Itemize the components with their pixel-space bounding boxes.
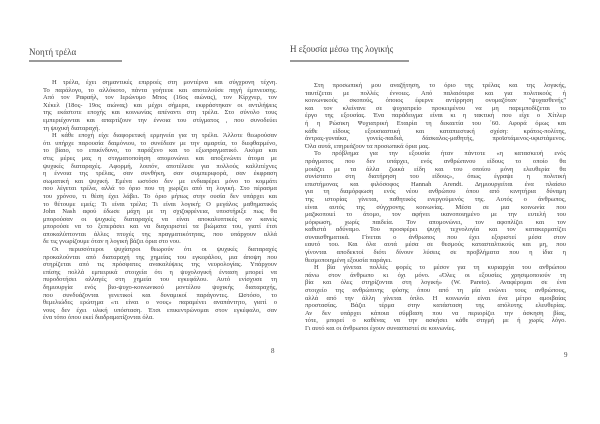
text-line: John Nash αφού έδωσε μάχη με τη σχιζοφρένεια, υποστήριξε πως θα — [43, 208, 277, 216]
text-line: Από τον Ραφαήλ, τον Ιερώνυμο Μπος (16ος αιώνας), τον Κίρχνερ, τον — [43, 94, 277, 102]
text-line: Το παράλογο, το αλλόκοτο, πάντα γοήτευε και αποτελούσε πηγή έμπνευσης. — [43, 86, 277, 94]
text-line: προκαλούνται από διαταραχή της χημείας του εγκεφάλου, μια άποψη που — [43, 253, 277, 261]
text-line: νους δεν έχει υλική υπόσταση. Έτσι επικεντρώνομαι στον εγκέφαλο, σαν — [43, 306, 277, 314]
text-line: Γι αυτό και οι άνθρωποι έχουν συνασπιστεί σε κοινωνίες. — [305, 325, 456, 332]
text-line: καθιστά αδύναμο. Του προσφέρει ψυχή τεχνολογία και τον κατακερματίζει — [305, 226, 566, 234]
text-line: κάθε είδους εξουσιαστική και καταπιεστική σχέση: κράτος-πολίτης, — [305, 127, 566, 135]
text-line: γίνονται αποδεκτοί διότι δίνουν λύσεις σε προβλήματα που η ίδια η — [305, 249, 566, 257]
text-line: που συνδυάζονται γενετικοί και δυναμικοί παράγοντες. Ωστόσο, το — [43, 291, 277, 299]
paragraph — [43, 246, 277, 322]
text-line: τη ψυχική διαταραχή. — [43, 124, 101, 132]
text-line: της εκάστοτε εποχής και κοινωνίας απέναντι στη τρέλα. Στο σύνολο τους — [43, 109, 277, 117]
text-line: και τον κλείνανε σε ψυχιατρείο προκειμένου να μη παρεμποδίζεται το — [305, 104, 566, 112]
text-line: ότι υπήρχε παρουσία δαιμόνιου, το συνέδεαν με την αμαρτία, το διεφθαρμένο, — [43, 139, 277, 147]
paragraph — [305, 82, 566, 150]
text-line: Αν δεν υπάρχει κάποια σύμβαση που να περιορίζει την άσκηση βίας, — [305, 309, 566, 317]
text-line: πράγματος που δεν υπάρχει, ενός ανθρώπινου είδους το οποίο θα — [305, 157, 566, 165]
text-line: συνίστατο στη διατήρηση του είδους», όπως έγραψε η πολιτική — [305, 173, 566, 181]
text-line: η έννοια της τρέλας, σαν συνθήκη, σαν συμπεριφορά, σαν έκφραση — [43, 170, 277, 178]
text-line: κοινωνικούς σκοπούς, όποιος έφερνε αντίρρηση ονομαζόταν "ψυχασθενής" — [305, 97, 566, 105]
text-line: μόρφωση, χωρίς παιδεία. Τον απομονώνει, τον αφοπλίζει και τον — [305, 218, 566, 226]
text-line: ταυτίζεται με πολλές έννοιες. Από παλαιότερα και για πολιτικούς ή — [305, 89, 566, 97]
text-line: συναισθηματικά. Γίνεται ο άνθρωπος που έχει εξοριστεί μέσα στον — [305, 233, 566, 241]
text-line: άντρας-γυναίκα, γονείς-παιδιά, δάσκαλος-μαθητής, προϊστάμενος-υφιστάμενος. — [305, 135, 566, 143]
text-line: εμπεριέχονται και απαρτίζουν την έννοια του στίγματος , που συνοδεύει — [43, 116, 277, 124]
text-line: μοιάζει με τα άλλα ζωικά είδη και του οποίου μόνη ελευθερία θα — [305, 165, 566, 173]
text-line: μαζικοποιεί το άτομο, τον αφήνει ικανοποιημένο με την ευτελή του — [305, 211, 566, 219]
text-line: το θέτουμε εμείς; Τι είναι τρέλα; Τι είναι λογική; Ο μεγάλος μαθηματικός — [43, 200, 277, 208]
text-line: αποκαλύπτονται άλλες πτυχές της πραγματικότητας, που υπάρχουν αλλά — [43, 230, 277, 238]
page-number: 9 — [564, 351, 568, 359]
body-text — [43, 79, 277, 322]
text-line: προστασίας. Βάζει τέρμα στην κατάσταση της απόλυτης ελευθερίας. — [305, 302, 566, 310]
text-line: πάνω στον άνθρωπο κι όχι μόνο. «Όλες οι εξουσίες χρησιμοποιούν τη — [305, 271, 566, 279]
text-line: ψυχικές διαταραχές. Αφορμή, λοιπόν, αποτέλεσε για πολλούς καλλιτέχνες — [43, 162, 277, 170]
text-line: του χρόνου, τι θέση έχει λάβει. Το όριο μήπως στην ουσία δεν υπάρχει και — [43, 192, 277, 200]
text-line: Οι περισσότεροι ψυχίατροι θεωρούν ότι οι ψυχικές διαταραχές — [52, 246, 277, 254]
chapter-title: Η εξουσία μέσω της λογικής — [290, 44, 394, 54]
paragraph — [305, 264, 566, 332]
text-line: για τη διαμόρφωση ενός νέου ανθρώπου όπου από κινητήρια δύναμη — [305, 188, 566, 196]
page-number: 8 — [271, 347, 275, 355]
title-rule — [290, 60, 409, 62]
paragraph — [305, 150, 566, 264]
text-line: Η κάθε εποχή είχε διαφορετική ερμηνεία για τη τρέλα. Άλλοτε θεωρούσαν — [52, 132, 277, 140]
text-line: Στη προσωπική μου αναζήτηση, το όριο της τρέλας και της λογικής, — [314, 82, 566, 89]
text-line: δε τις γνωρίζουμε όταν η λογική βάζει όρια στο νου. — [43, 238, 181, 246]
text-line: μπορούσε να το ξεπεράσει και να διαχειριστεί τα βιώματα του, γιατί έτσι — [43, 223, 277, 231]
paragraph — [43, 79, 277, 132]
text-line: Χέκελ (18ος- 19ος αιώνας) και μέχρι σήμερα, εκφράστηκαν οι αντιλήψεις — [43, 101, 277, 109]
text-line: βία και όλες στηρίζονται στη λογική» (W. Pareto). Αναφέρομαι σε ένα — [305, 279, 566, 287]
text-line: επιστήμονας και φιλόσοφος Hannah Arendt. Δημιουργείται ένα πλαίσιο — [305, 180, 566, 188]
text-line: είναι αυτός της σύγχρονης κοινωνίας. Μέσα σε μια κοινωνία που — [305, 203, 566, 211]
chapter-title: Νοητή τρέλα — [29, 47, 77, 57]
text-line: σωματική και ψυχική. Εμένα ωστόσο δεν με ενδιαφέρει μόνο το κομμάτι — [43, 177, 277, 185]
text-line: της ιστορίας γίνεται, παθητικός ενεργούμενός της. Αυτός ο άνθρωπος, — [305, 195, 566, 203]
title-rule — [29, 60, 122, 62]
text-line: αλλά από την άλλη γίνεται όπλο. Η κοινωνία είναι ένα μέτρο αμοιβαίας — [305, 294, 566, 302]
text-line: εαυτό του. Και όλα αυτά μέσα σε θεσμούς κατασταλτικούς και μη, που — [305, 241, 566, 249]
text-line: δημιουργία ενός βιο-ψυχο-κοινωνικού μοντέλου ψυχικής διαταραχής, — [43, 284, 277, 292]
text-line: επίσης πολλά εμπειρικά στοιχεία ότι η ψυχολογική ένταση μπορεί να — [43, 268, 277, 276]
text-line: Η βία γίνεται πολλές φορές το μέσον για τη κυριαρχία του ανθρώπου — [314, 264, 566, 272]
text-line: ένα τόπο όπου εκεί διαδραματίζονται όλα. — [43, 314, 154, 322]
text-line: το βίαιο, το επικίνδυνο, το παράξενο και το εξωπραγματικό. Ακόμα και — [43, 147, 277, 155]
text-line: που λέγεται τρέλα, αλλά το όριο που τη χωρίζει από τη λογική. Στο πέρασμα — [43, 185, 277, 193]
text-line: στοιχείο της ανθρώπινης φύσης όπου από τη μία ενώνει τους ανθρώπους, — [305, 287, 566, 295]
text-line: στηρίζεται από τις πρόσφατες ανακαλύψεις της νευρολογίας. Υπάρχουν — [43, 261, 277, 269]
text-line: θεμελιώδες ερώτημα «τι είναι ο νους» παραμένει αναπάντητο, γιατί ο — [43, 299, 277, 307]
text-line: Η τρέλα, έχει σημαντικές επιρροές στη μοντέρνα και σύγχρονη τέχνη. — [52, 79, 277, 86]
paragraph — [43, 132, 277, 246]
text-line: ή η Ρώσικη Ψυχιατρική Εταιρία τη δεκαετία του ΄60. Αφορά όμως και — [305, 119, 566, 127]
body-text — [305, 82, 566, 333]
text-line: θεσμοποιημένη εξουσία παράγει. — [305, 256, 392, 264]
text-line: Το πρόβλημα για την εξουσία ήταν πάντοτε «η κατασκευή ενός — [314, 150, 566, 158]
text-line: στις μέρες μας η στιγματοποίηση απομονώνει και αποξενώνει άτομα με — [43, 154, 277, 162]
text-line: μπορούσαν οι ψυχικές διαταραχές να είναι αποκαλυπτικές αν κανείς — [43, 215, 277, 223]
text-line: τότε, μπορεί ο καθένας να την ασκήσει κάθε στιγμή με ή χωρίς λόγο. — [305, 317, 566, 325]
text-line: Όλα αυτά, επηρεάζουν τα προσωπικά όρια μας. — [305, 142, 430, 150]
text-line: έργο της εξουσίας. Ένα παράδειγμα είναι κι η τακτική που είχε ο Χίτλερ — [305, 112, 566, 120]
text-line: πυροδοτήσει αλλαγές στη χημεία του εγκεφάλου. Αυτό ενίσχυσε τη — [43, 276, 277, 284]
